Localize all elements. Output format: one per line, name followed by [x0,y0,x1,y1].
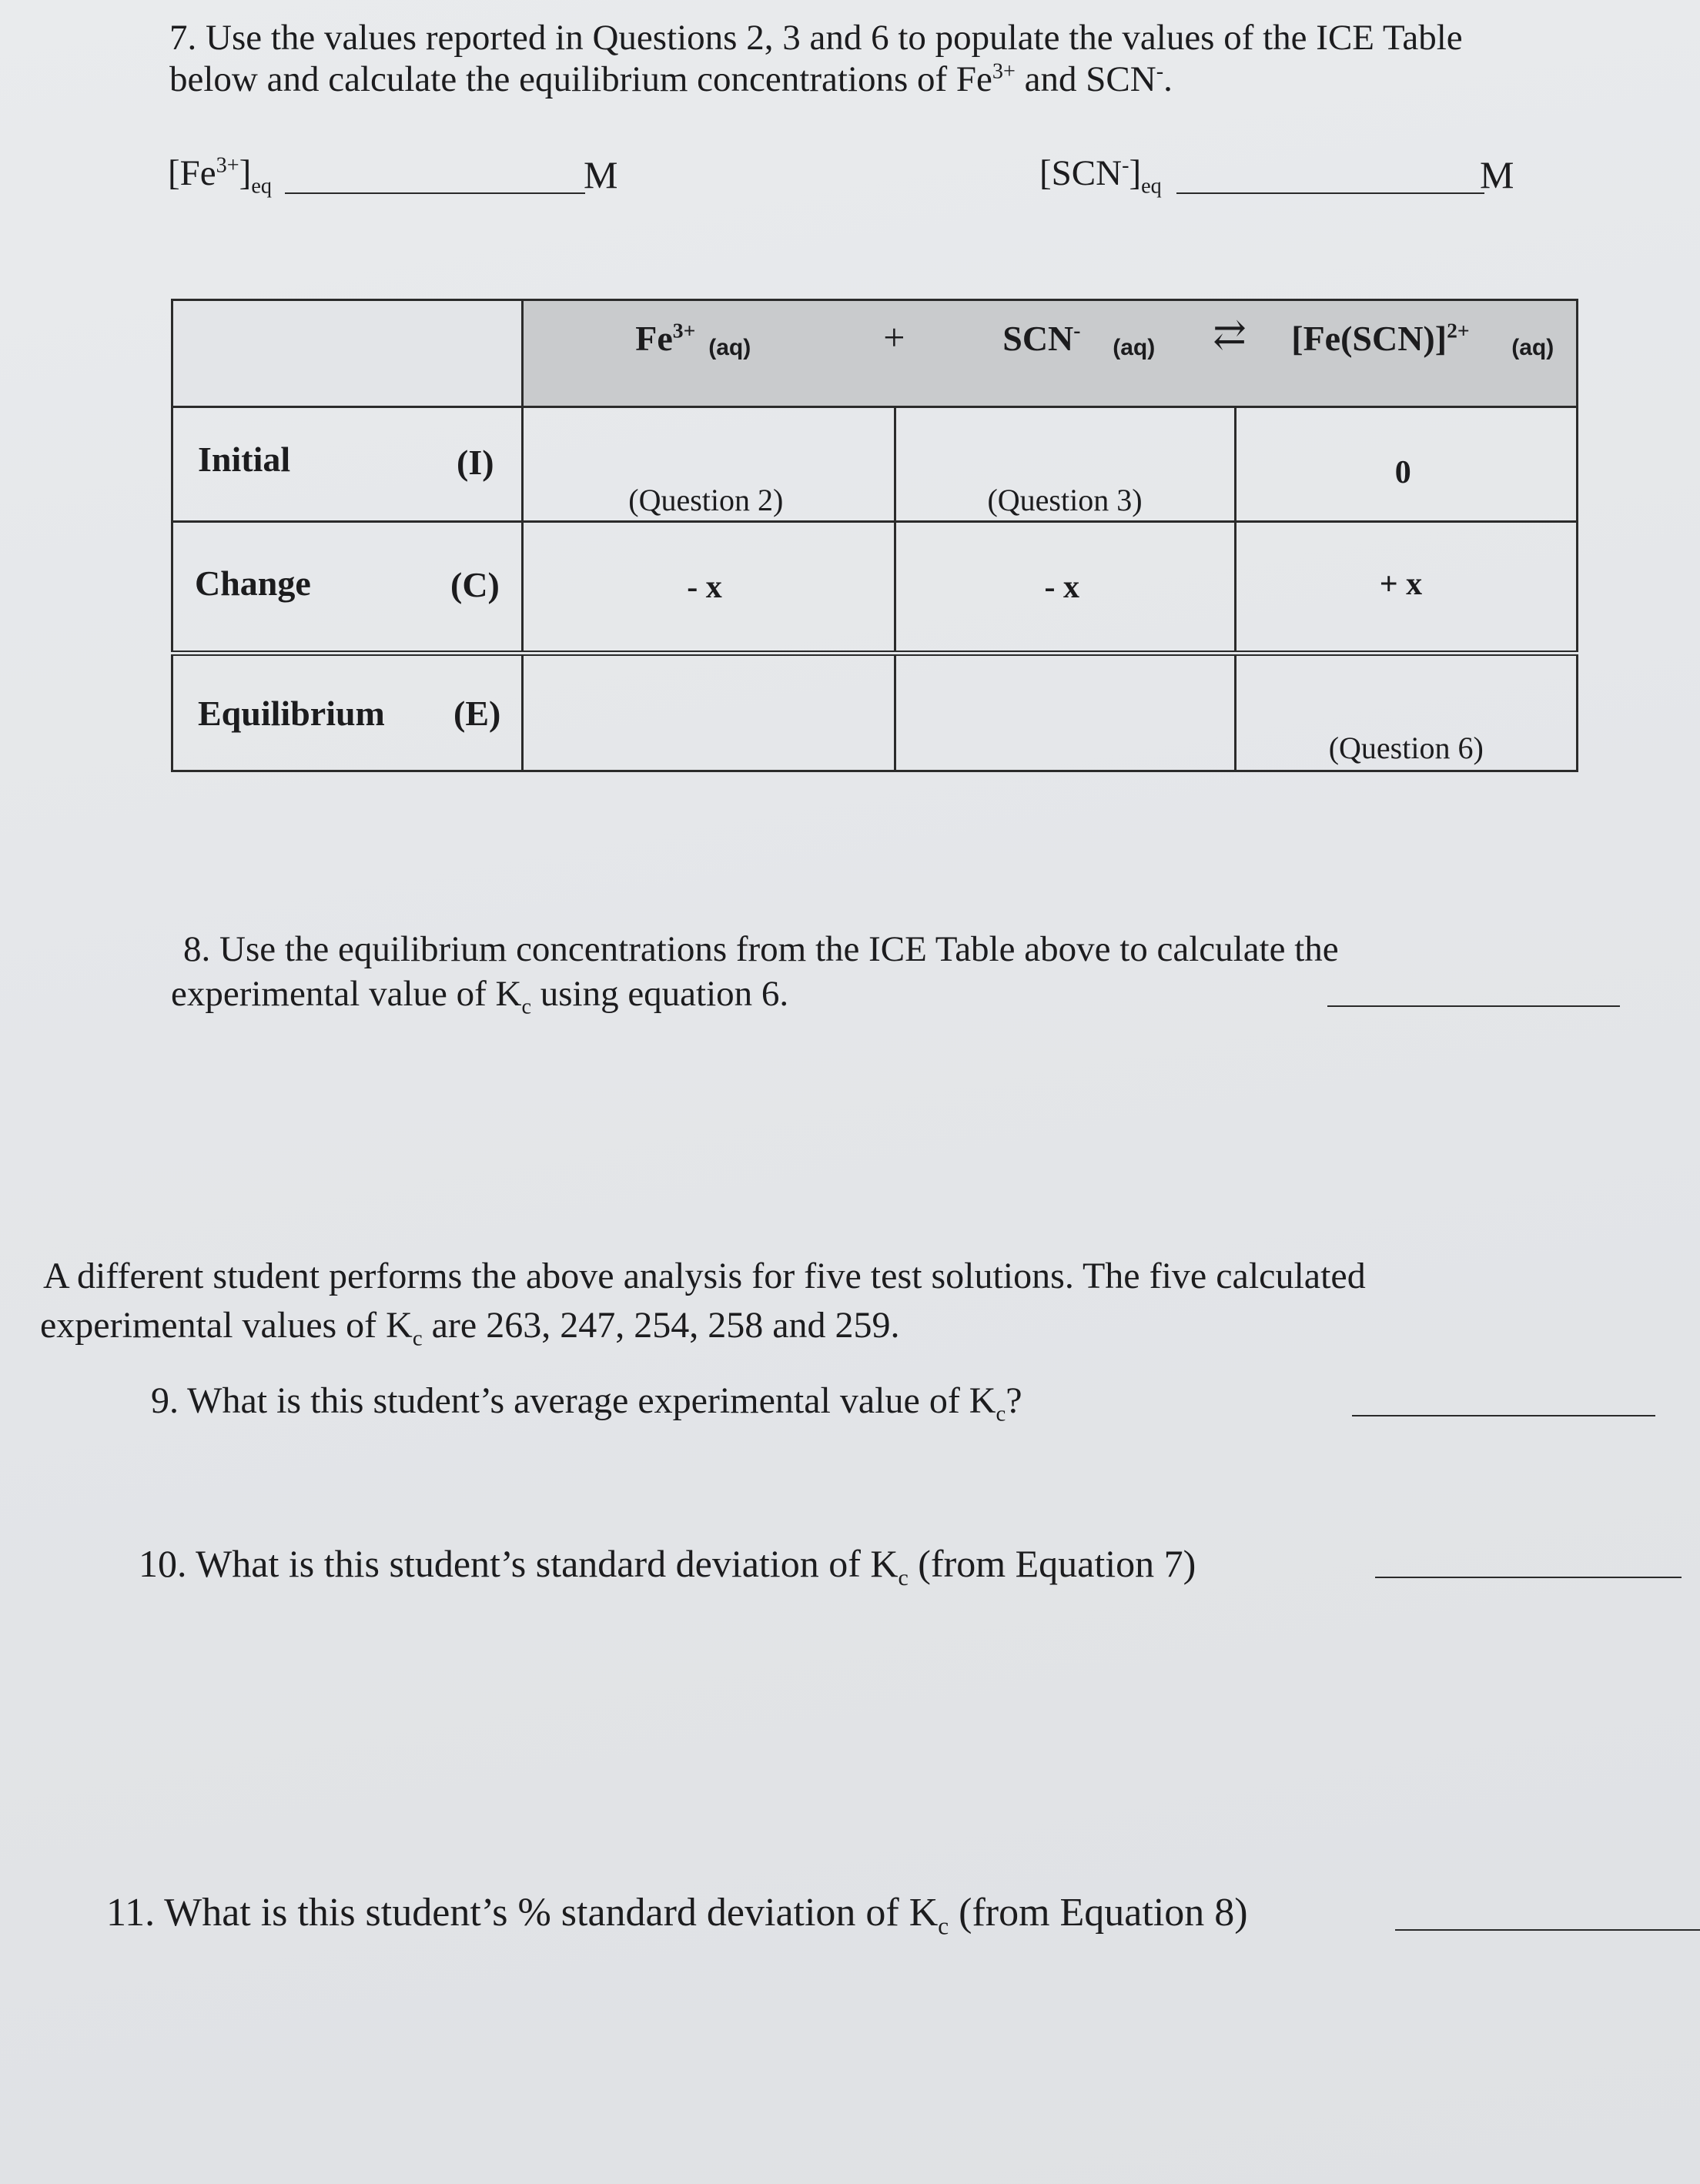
reaction-complex-aq: (aq) [1511,335,1554,360]
row-label-equilibrium: Equilibrium [198,694,385,733]
reaction-fe-charge: 3+ [672,318,696,343]
q7-scn-charge: - [1156,59,1164,84]
ice-row-equilibrium [172,654,1578,771]
scn-eq-close: ] [1129,153,1142,193]
initial-fe-cell[interactable] [523,407,895,522]
initial-complex-value: 0 [1394,455,1411,490]
initial-scn-cell[interactable] [895,407,1235,522]
row-code-equilibrium: (E) [453,694,501,733]
scn-eq-label [1039,151,1162,199]
reaction-scn-aq: (aq) [1113,335,1156,360]
change-fe-cell[interactable] [523,522,895,654]
question-8-line-2 [171,972,788,1017]
row-code-initial: (I) [457,443,494,482]
intro-line1-text: A different student performs the above analysis for five test solutions. The five calculated [43,1256,1366,1296]
reaction-scn [1002,318,1080,359]
fe-eq-bracket: [Fe [168,153,216,193]
reaction-scn-symbol: SCN [1002,319,1074,358]
question-8-line-1 [183,927,1339,972]
q9-answer-blank[interactable] [1352,1415,1655,1416]
q11-kc-subscript: c [938,1912,949,1940]
row-label-change: Change [195,564,311,603]
ice-row-equilibrium-label-cell [172,654,523,771]
q8-line2-pre: experimental value of K [171,974,522,1014]
q9-text-post: ? [1006,1380,1022,1421]
q7-line2-end: . [1163,59,1173,99]
q8-line2-post: using equation 6. [530,974,789,1014]
intro-kc-subscript: c [412,1326,423,1351]
intro-line2-post: are 263, 247, 254, 258 and 259. [422,1305,900,1346]
row-label-initial: Initial [198,440,291,479]
q9-text-pre: 9. What is this student’s average experimental value of K [151,1380,996,1421]
q10-text-pre: 10. What is this student’s standard deviation of K [139,1542,899,1585]
ice-row-initial [172,407,1578,522]
question-9 [151,1378,1022,1424]
fe-eq-unit: M [584,153,618,196]
scn-eq-charge: - [1122,153,1129,178]
initial-fe-note: (Question 2) [628,483,784,517]
equilibrium-complex-cell[interactable] [1235,654,1577,771]
q10-answer-blank[interactable] [1375,1577,1682,1578]
q11-answer-blank[interactable] [1395,1929,1700,1931]
intro-line-1 [43,1253,1366,1299]
scn-eq-answer-blank[interactable] [1176,192,1484,194]
reaction-complex [1291,318,1469,359]
intro-line-2 [40,1303,900,1349]
question-7-line-2 [169,57,1173,102]
reaction-fe-aq: (aq) [708,335,751,360]
change-scn-value: - x [1044,570,1079,605]
equilibrium-fe-cell[interactable] [523,654,895,771]
q7-line1-text: 7. Use the values reported in Questions 2, 3 and 6 to populate the values of the ICE Table [169,18,1463,58]
fe-eq-subscript: eq [251,174,272,199]
ice-row-initial-label-cell [172,407,523,522]
q8-answer-blank[interactable] [1327,1005,1620,1007]
change-complex-cell[interactable] [1235,522,1577,654]
q11-text-post: (from Equation 8) [949,1891,1248,1935]
reaction-scn-charge: - [1073,318,1081,343]
question-10 [139,1540,1196,1588]
ice-header-row [172,300,1578,407]
q8-kc-subscript: c [521,995,531,1019]
q7-fe-charge: 3+ [992,59,1016,84]
question-11 [106,1888,1248,1938]
q10-text-post: (from Equation 7) [908,1542,1196,1585]
change-fe-value: - x [687,570,722,605]
scn-eq-bracket: [SCN [1039,153,1123,193]
row-code-change: (C) [450,565,500,604]
q11-text-pre: 11. What is this student’s % standard deviation of K [106,1891,939,1935]
scn-eq-unit: M [1480,153,1514,196]
q10-kc-subscript: c [898,1565,909,1590]
initial-scn-note: (Question 3) [987,483,1143,517]
reaction-plus: + [883,316,905,359]
q7-line2-post: and SCN [1015,59,1156,99]
question-7-line-1 [169,15,1463,61]
q9-kc-subscript: c [996,1401,1006,1426]
equilibrium-arrow-icon: ⇄ [1213,313,1247,357]
reaction-fe-symbol: Fe [635,319,673,358]
reaction-complex-symbol: [Fe(SCN)] [1291,319,1447,358]
ice-row-change [172,522,1578,654]
change-scn-cell[interactable] [895,522,1235,654]
ice-header-blank-cell [172,300,523,407]
fe-eq-close: ] [239,153,252,193]
change-complex-value: + x [1379,567,1423,602]
fe-eq-label [168,151,272,199]
equilibrium-scn-cell[interactable] [895,654,1235,771]
reaction-fe [635,318,695,359]
scn-eq-subscript: eq [1141,174,1162,199]
ice-row-change-label-cell [172,522,523,654]
q7-line2-pre: below and calculate the equilibrium concentrations of Fe [169,59,992,99]
ice-table [171,299,1578,772]
intro-line2-pre: experimental values of K [40,1305,413,1346]
equilibrium-complex-note: (Question 6) [1328,731,1484,765]
reaction-complex-charge: 2+ [1447,318,1470,343]
fe-eq-charge: 3+ [216,153,239,178]
fe-eq-answer-blank[interactable] [285,192,585,194]
q8-line1-text: 8. Use the equilibrium concentrations from the ICE Table above to calculate the [183,929,1339,969]
initial-complex-cell[interactable] [1235,407,1577,522]
ice-header-equation-cell [523,300,1578,407]
